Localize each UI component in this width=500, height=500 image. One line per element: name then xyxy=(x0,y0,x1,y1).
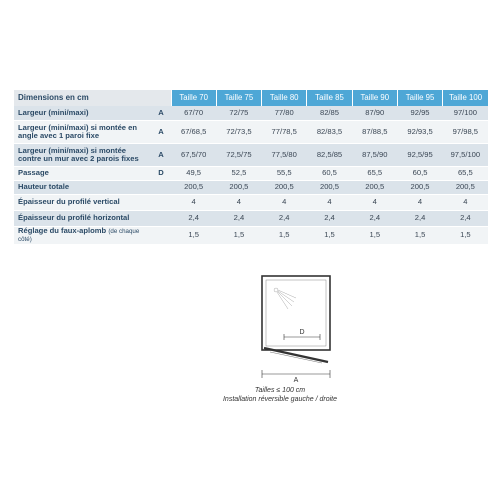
row-dimension-code xyxy=(151,194,171,210)
row-label xyxy=(14,106,151,120)
cell-value: 2,4 xyxy=(171,210,216,226)
cell-value: 65,5 xyxy=(443,166,488,180)
size-header-70: Taille 70 xyxy=(171,90,216,106)
cell-value: 4 xyxy=(397,194,442,210)
cell-value: 200,5 xyxy=(171,180,216,194)
size-header-75: Taille 75 xyxy=(216,90,261,106)
cell-value: 1,5 xyxy=(352,226,397,244)
cell-value: 1,5 xyxy=(307,226,352,244)
shower-tray xyxy=(266,280,326,346)
table-row xyxy=(14,106,488,120)
cell-value: 67/70 xyxy=(171,106,216,120)
cell-value: 200,5 xyxy=(443,180,488,194)
cell-value: 87/90 xyxy=(352,106,397,120)
cell-value: 1,5 xyxy=(443,226,488,244)
cell-value: 2,4 xyxy=(307,210,352,226)
row-label xyxy=(14,180,151,194)
table-row xyxy=(14,194,488,210)
row-label-text: Largeur (mini/maxi) si montée contre un mur avec 2 parois fixes xyxy=(18,145,139,163)
row-label-text: Épaisseur du profilé vertical xyxy=(18,197,120,207)
cell-value: 2,4 xyxy=(352,210,397,226)
cell-value: 92,5/95 xyxy=(397,143,442,166)
row-label-text: Réglage du faux-aplomb xyxy=(18,226,107,235)
cell-value: 200,5 xyxy=(397,180,442,194)
size-header-100: Taille 100 xyxy=(443,90,488,106)
row-dimension-code xyxy=(151,226,171,244)
table-row xyxy=(14,180,488,194)
table-row xyxy=(14,143,488,166)
cell-value: 55,5 xyxy=(262,166,307,180)
cell-value: 67,5/70 xyxy=(171,143,216,166)
caption-installation: Installation réversible gauche / droite xyxy=(222,396,337,404)
row-label-text: Hauteur totale xyxy=(18,182,70,192)
row-label xyxy=(14,166,151,180)
row-label-text: Passage xyxy=(18,168,49,178)
row-label-note: (de chaque côté) xyxy=(18,227,140,243)
cell-value: 4 xyxy=(262,194,307,210)
cell-value: 87,5/90 xyxy=(352,143,397,166)
cell-value: 92/95 xyxy=(397,106,442,120)
cell-value: 87/88,5 xyxy=(352,120,397,143)
cell-value: 1,5 xyxy=(216,226,261,244)
cell-value: 65,5 xyxy=(352,166,397,180)
row-dimension-code xyxy=(151,180,171,194)
cell-value: 4 xyxy=(307,194,352,210)
cell-value: 200,5 xyxy=(216,180,261,194)
cell-value: 2,4 xyxy=(443,210,488,226)
table-row xyxy=(14,120,488,143)
width-label-a: A xyxy=(293,377,299,384)
table-body xyxy=(14,106,488,244)
cell-value: 97/100 xyxy=(443,106,488,120)
row-dimension-code xyxy=(151,210,171,226)
row-dimension-code: A xyxy=(151,143,171,166)
cell-value: 1,5 xyxy=(171,226,216,244)
row-dimension-code: D xyxy=(151,166,171,180)
row-label xyxy=(14,194,151,210)
row-label xyxy=(14,210,151,226)
cell-value: 4 xyxy=(352,194,397,210)
cell-value: 67/68,5 xyxy=(171,120,216,143)
cell-value: 2,4 xyxy=(397,210,442,226)
shower-head-icon xyxy=(274,288,296,309)
dimensions-table xyxy=(14,90,488,245)
cell-value: 1,5 xyxy=(397,226,442,244)
cell-value: 60,5 xyxy=(397,166,442,180)
row-label-text: Épaisseur du profilé horizontal xyxy=(18,213,130,223)
row-dimension-code: A xyxy=(151,120,171,143)
table-row xyxy=(14,226,488,244)
cell-value: 77/80 xyxy=(262,106,307,120)
cell-value: 97,5/100 xyxy=(443,143,488,166)
size-header-85: Taille 85 xyxy=(307,90,352,106)
door-panel-inner xyxy=(270,352,322,363)
cell-value: 77/78,5 xyxy=(262,120,307,143)
cell-value: 72/75 xyxy=(216,106,261,120)
cell-value: 49,5 xyxy=(171,166,216,180)
cell-value: 82,5/85 xyxy=(307,143,352,166)
cell-value: 82/85 xyxy=(307,106,352,120)
cell-value: 4 xyxy=(443,194,488,210)
cell-value: 2,4 xyxy=(262,210,307,226)
cell-value: 82/83,5 xyxy=(307,120,352,143)
cell-value: 52,5 xyxy=(216,166,261,180)
row-label xyxy=(14,226,151,244)
cell-value: 77,5/80 xyxy=(262,143,307,166)
cell-value: 60,5 xyxy=(307,166,352,180)
caption-sizes: Tailles ≤ 100 cm xyxy=(254,387,306,394)
diagram-caption xyxy=(180,386,380,404)
cell-value: 92/93,5 xyxy=(397,120,442,143)
cell-value: 4 xyxy=(171,194,216,210)
cell-value: 1,5 xyxy=(262,226,307,244)
cell-value: 72,5/75 xyxy=(216,143,261,166)
row-label xyxy=(14,143,151,166)
cell-value: 200,5 xyxy=(352,180,397,194)
cell-value: 4 xyxy=(216,194,261,210)
table-row xyxy=(14,210,488,226)
size-header-90: Taille 90 xyxy=(352,90,397,106)
size-header-80: Taille 80 xyxy=(262,90,307,106)
table-header-row xyxy=(14,90,488,106)
cell-value: 2,4 xyxy=(216,210,261,226)
row-label xyxy=(14,120,151,143)
row-label-text: Largeur (mini/maxi) si montée en angle avec 1 paroi fixe xyxy=(18,122,137,140)
cell-value: 97/98,5 xyxy=(443,120,488,143)
cell-value: 200,5 xyxy=(307,180,352,194)
cell-value: 200,5 xyxy=(262,180,307,194)
table-header-label: Dimensions en cm xyxy=(14,90,171,106)
row-label-text: Largeur (mini/maxi) xyxy=(18,107,89,117)
table-row xyxy=(14,166,488,180)
row-dimension-code: A xyxy=(151,106,171,120)
passage-label-d: D xyxy=(299,329,305,336)
size-header-95: Taille 95 xyxy=(397,90,442,106)
cell-value: 72/73,5 xyxy=(216,120,261,143)
